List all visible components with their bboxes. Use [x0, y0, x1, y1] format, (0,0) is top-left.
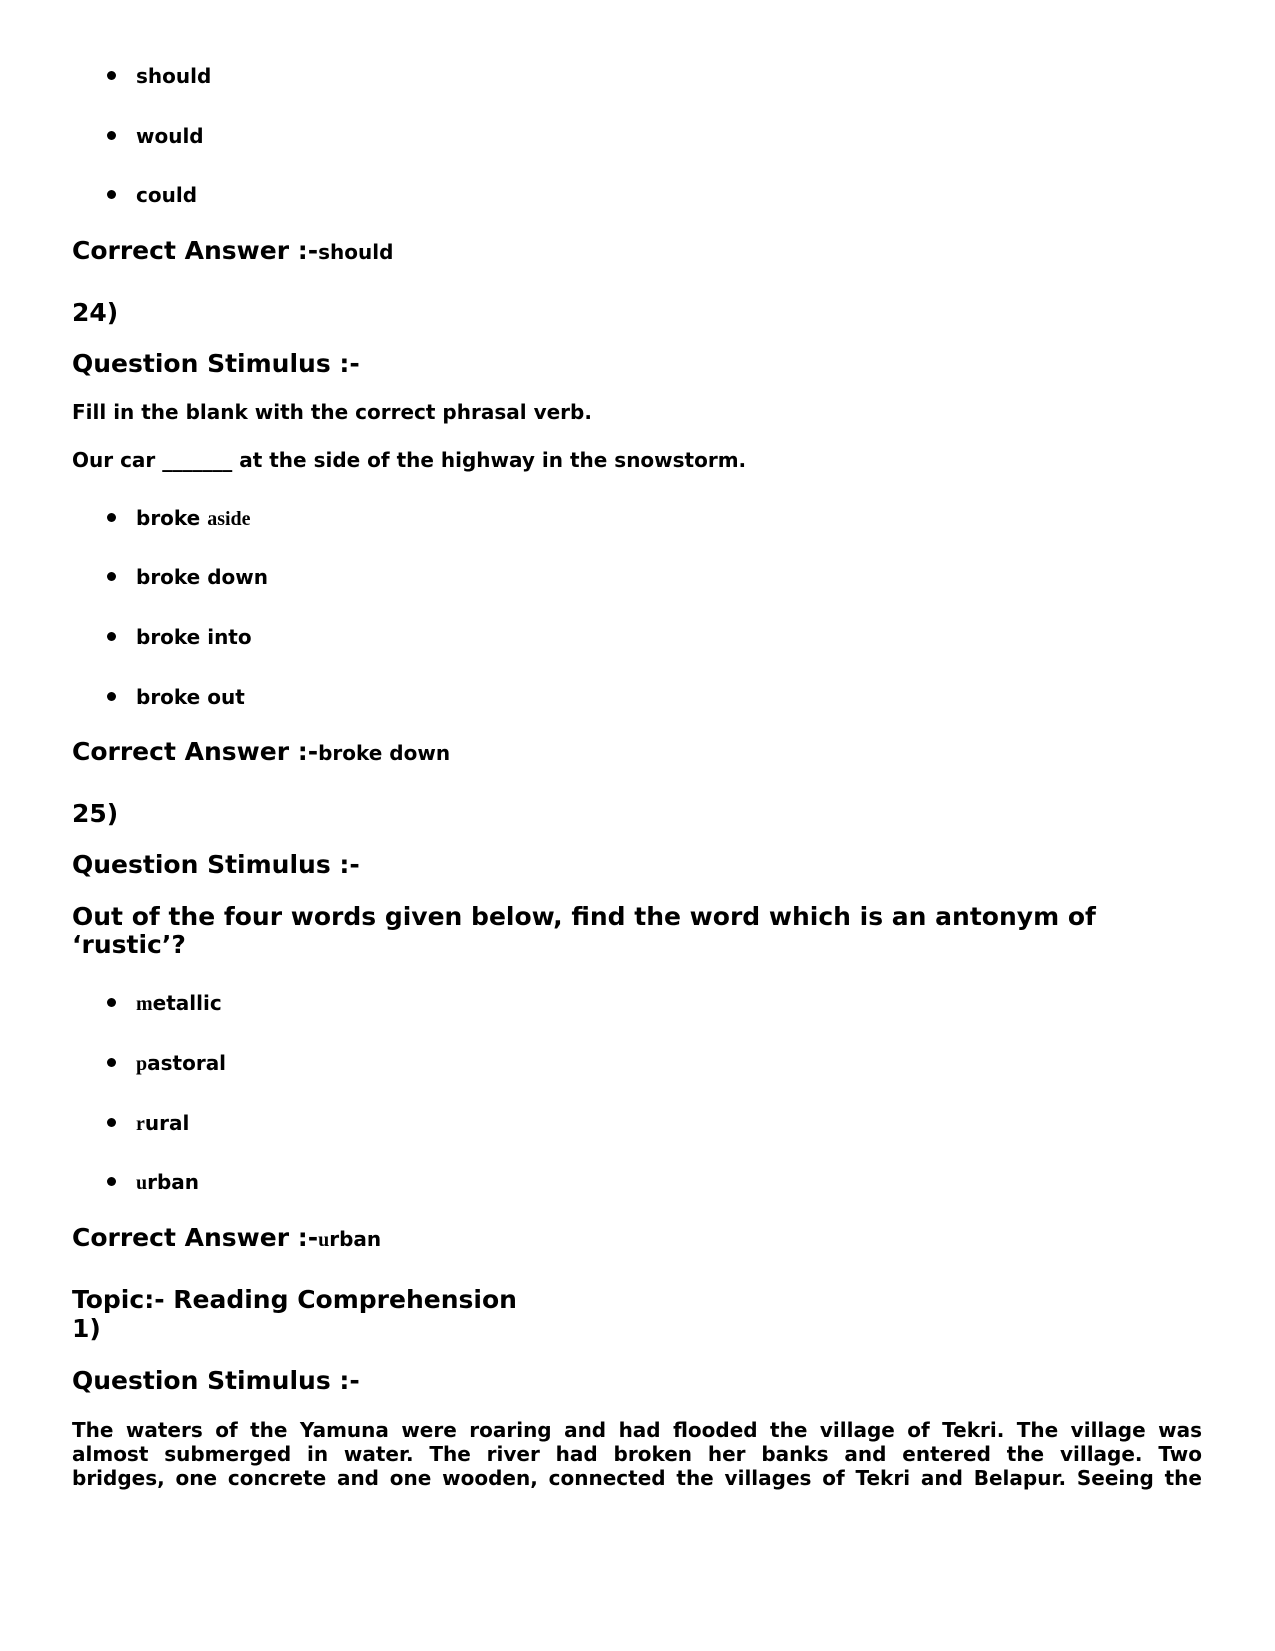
bullet-icon: [107, 692, 116, 701]
passage-line: bridges, one concrete and one wooden, connected the villages of Tekri and Belapur. Seeing the: [72, 1466, 1202, 1490]
bullet-icon: [107, 1118, 116, 1127]
question-stimulus-label: Question Stimulus :-: [72, 1366, 360, 1395]
question-text: Out of the four words given below, find the word which is an antonym of ‘rustic’?: [72, 902, 1096, 959]
topic-heading: Topic:- Reading Comprehension: [72, 1285, 517, 1314]
passage-line: almost submerged in water. The river had broken her banks and entered the village. Two: [72, 1442, 1202, 1466]
correct-answer-value: broke down: [318, 741, 451, 765]
bullet-icon: [107, 1058, 116, 1067]
option-item: broke aside: [107, 506, 251, 531]
option-item: would: [107, 124, 204, 148]
option-item: metallic: [107, 991, 222, 1016]
question-number: 1): [72, 1314, 101, 1343]
option-item: could: [107, 183, 197, 207]
option-item: broke down: [107, 565, 268, 589]
question-sentence: Our car _______ at the side of the highway in the snowstorm.: [72, 448, 747, 472]
answer-blank: _______: [162, 448, 233, 472]
bullet-icon: [107, 998, 116, 1007]
bullet-icon: [107, 513, 116, 522]
correct-answer-value-first: u: [318, 1229, 330, 1251]
bullet-icon: [107, 572, 116, 581]
option-item: rural: [107, 1111, 189, 1136]
question-instruction: Fill in the blank with the correct phrasal verb.: [72, 400, 592, 424]
correct-answer-value: should: [318, 240, 394, 264]
option-item: should: [107, 64, 211, 88]
bullet-icon: [107, 632, 116, 641]
question-number: 24): [72, 298, 119, 327]
correct-answer: Correct Answer :-should: [72, 236, 394, 265]
bullet-icon: [107, 131, 116, 140]
passage-line: The waters of the Yamuna were roaring and had flooded the village of Tekri. The village was: [72, 1418, 1202, 1442]
option-item: urban: [107, 1170, 199, 1195]
correct-answer: Correct Answer :-broke down: [72, 737, 451, 766]
option-item: pastoral: [107, 1051, 226, 1076]
question-stimulus-label: Question Stimulus :-: [72, 850, 360, 879]
option-item: broke into: [107, 625, 252, 649]
correct-answer: Correct Answer :-urban: [72, 1223, 382, 1252]
option-item: broke out: [107, 685, 245, 709]
question-number: 25): [72, 799, 119, 828]
bullet-icon: [107, 1177, 116, 1186]
question-stimulus-label: Question Stimulus :-: [72, 349, 360, 378]
bullet-icon: [107, 71, 116, 80]
bullet-icon: [107, 190, 116, 199]
correct-answer-value-rest: rban: [329, 1227, 382, 1251]
